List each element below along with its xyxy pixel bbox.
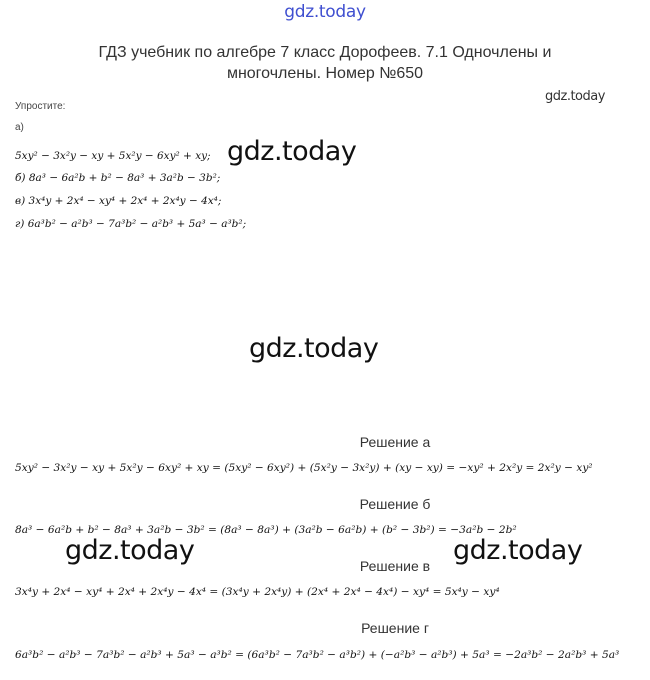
page-title-line-2: многочлены. Номер №650 [226, 65, 424, 82]
watermark-small: gdz.today [545, 89, 605, 104]
solution-a-heading: Решение а [359, 434, 431, 450]
task-instruction: Упростите: [15, 101, 66, 112]
part-g-expression: г) 6a³b² − a²b³ − 7a³b² − a²b³ + 5a³ − a³b²; [15, 218, 247, 230]
solution-v-expression: 3x⁴y + 2x⁴ − xy⁴ + 2x⁴ + 2x⁴y − 4x⁴ = (3x⁴y + 2x⁴y) + (2x⁴ + 2x⁴ − 4x⁴) − xy⁴ = 5x⁴y − xy⁴ [15, 586, 500, 598]
watermark-inline: gdz.today [227, 136, 357, 167]
page-title [0, 42, 650, 84]
part-v-expression: в) 3x⁴y + 2x⁴ − xy⁴ + 2x⁴ + 2x⁴y − 4x⁴; [15, 195, 222, 207]
solution-b-expression: 8a³ − 6a²b + b² − 8a³ + 3a²b − 3b² = (8a³ − 8a³) + (3a²b − 6a²b) + (b² − 3b²) = −3a²b − 2b² [15, 524, 517, 536]
site-logo[interactable]: gdz.today [284, 2, 366, 22]
solution-g-expression: 6a³b² − a²b³ − 7a³b² − a²b³ + 5a³ − a³b² = (6a³b² − 7a³b² − a³b²) + (−a²b³ − a²b³) + 5a³ = −2a³b² − 2a²b³ + 5a³ [15, 649, 620, 661]
watermark-center: gdz.today [249, 333, 379, 364]
watermark-right-lower: gdz.today [453, 535, 583, 566]
part-a-label: а) [15, 122, 24, 133]
solution-b-heading: Решение б [359, 496, 431, 512]
solution-v-heading: Решение в [359, 558, 431, 574]
page-title-line-1: ГДЗ учебник по алгебре 7 класс Дорофеев. 7.1 Одночлены и [98, 44, 552, 61]
part-b-expression: б) 8a³ − 6a²b + b² − 8a³ + 3a²b − 3b²; [15, 172, 221, 184]
part-a-expression: 5xy² − 3x²y − xy + 5x²y − 6xy² + xy; [15, 150, 211, 162]
watermark-left-lower: gdz.today [65, 535, 195, 566]
solution-a-expression: 5xy² − 3x²y − xy + 5x²y − 6xy² + xy = (5xy² − 6xy²) + (5x²y − 3x²y) + (xy − xy) = −xy² + 2x²y = 2x²y − xy² [15, 462, 593, 474]
solution-g-heading: Решение г [361, 620, 429, 636]
